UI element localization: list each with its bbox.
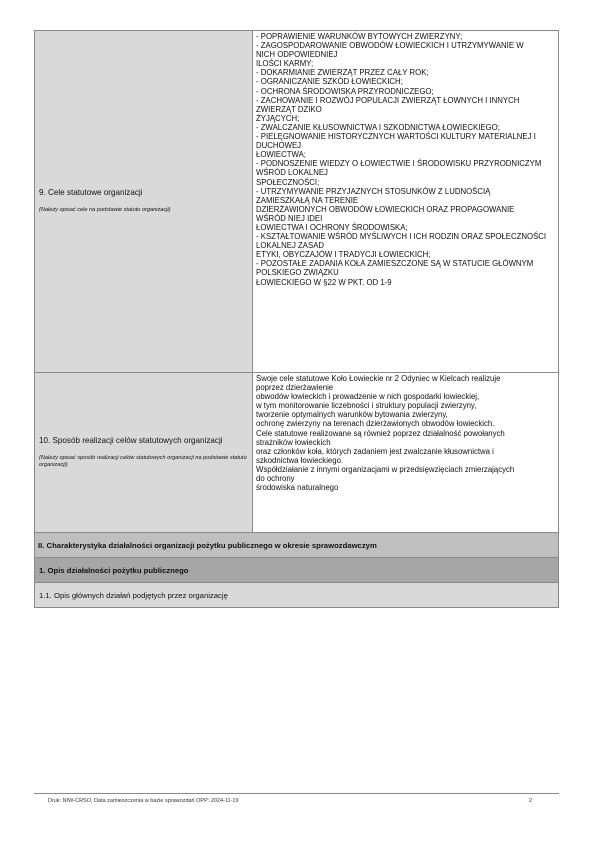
text-line: strażników łowieckich [256,437,331,447]
text-line: WŚRÓD NIEJ IDEI [256,213,323,223]
text-line: obwodów łowieckich i prowadzenie w nich gospodarki łowieckiej, [256,392,480,402]
text-line: - OGRANICZANIE SZKÓD ŁOWIECKICH; [256,77,403,87]
row-label: 9. Cele statutowe organizacji [39,188,143,198]
text-line: SPOŁECZNOŚCI; [256,177,320,187]
text-line: ETYKI, OBYCZAJÓW I TRADYCJI ŁOWIECKICH; [256,250,431,260]
text-line: - KSZTAŁTOWANIE WŚRÓD MYŚLIWYCH I ICH RODZIN ORAZ SPOŁECZNOŚCI [256,232,547,242]
text-line: - POZOSTAŁE ZADANIA KOŁA ZAMIESZCZONE SĄ W STATUCIE GŁÓWNYM [256,259,534,269]
text-line: NICH ODPOWIEDNIEJ [256,50,338,60]
text-line: - ZAGOSPODAROWANIE OBWODÓW ŁOWIECKICH I UTRZYMYWANIE W [256,41,524,51]
text-line: Cele statutowe realizowane są również poprzez działalność powołanych [256,428,505,438]
text-line: - POPRAWIENIE WARUNKÓW BYTOWYCH ZWIERZYNY; [256,32,463,41]
subsection-header: 1. Opis działalności pożytku publicznego [35,558,558,583]
text-line: ŻYJĄCYCH; [256,113,300,123]
row-statutory-goals [35,31,558,373]
row-label-cell [35,373,253,532]
text-line: WŚRÓD LOKALNEJ [256,168,328,178]
report-table [34,30,559,608]
page-number: 2 [529,798,533,804]
text-line: POLSKIEGO ZWIĄZKU [256,268,339,278]
text-line: ochronę zwierzyny na terenach dzierżawionych obwodów łowieckich. [256,419,495,429]
text-line: tworzenie optymalnych warunków bytowania zwierzyny, [256,410,448,420]
text-line: w tym monitorowanie liczebności i struktury populacji zwierzyny, [256,401,477,411]
text-line: - ZWALCZANIE KŁUSOWNICTWA I SZKODNICTWA ŁOWIECKIEGO; [256,122,500,132]
text-line: - OCHRONA ŚRODOWISKA PRZYRODNICZEGO; [256,86,434,96]
text-line: - ZACHOWANIE I ROZWÓJ POPULACJI ZWIERZĄT ŁOWNYCH I INNYCH [256,95,520,105]
text-line: LOKALNEJ ZASAD [256,241,325,251]
row-note: (Należy opisać sposób realizacji celów statutowych organizacji na podstawie statutu organizacji) [39,454,247,468]
text-line: - DOKARMIANIE ZWIERZĄT PRZEZ CAŁY ROK; [256,68,429,78]
footer-print-info: Druk: NIW-CRSO, Data zamieszczenia w bazie sprawozdań OPP: 2024-11-19 [48,798,239,804]
text-line: ŁOWIECKIEGO W §22 W PKT. OD 1-9 [256,277,392,287]
text-line: poprzez dzierżawienie [256,383,334,393]
text-line: Swoje cele statutowe Koło Łowieckie nr 2 Odyniec w Kielcach realizuje [256,374,501,383]
text-line: ZWIERZĄT DZIKO [256,104,322,114]
text-line: ZAMIESZKAŁĄ NA TERENIE [256,195,359,205]
row-note: (Należy opisać cele na podstawie statutu organizacji) [39,207,171,214]
statutory-goals-text [253,31,558,372]
section-header: II. Charakterystyka działalności organizacji pożytku publicznego w okresie sprawozdawczym [35,533,558,558]
subsection-item: 1.1. Opis głównych działań podjętych przez organizację [35,583,558,607]
text-line: ILOŚCI KARMY; [256,59,314,69]
row-label: 10. Sposób realizacji celów statutowych organizacji [39,435,223,445]
row-label-cell [35,31,253,372]
text-line: - PODNOSZENIE WIEDZY O ŁOWIECTWIE I ŚRODOWISKU PRZYRODNICZYM [256,159,542,169]
text-line: DUCHOWEJ [256,141,302,151]
footer-divider [34,793,559,794]
text-line: Współdziałanie z innymi organizacjami w przedsięwzięciach zmierzających [256,464,515,474]
text-line: - PIELĘGNOWANIE HISTORYCZNYCH WARTOŚCI KULTURY MATERIALNEJ I [256,132,536,142]
text-line: ŁOWIECTWA I OCHRONY ŚRODOWISKA; [256,222,408,232]
text-line: DZIERŻAWIONYCH OBWODÓW ŁOWIECKICH ORAZ PROPAGOWANIE [256,204,515,214]
text-line: do ochrony [256,474,295,484]
text-line: - UTRZYMYWANIE PRZYJAZNYCH STOSUNKÓW Z LUDNOŚCIĄ [256,186,491,196]
goal-implementation-text [253,373,558,532]
row-goal-implementation [35,373,558,533]
text-line: środowiska naturalnego [256,483,339,493]
text-line: ŁOWIECTWA; [256,150,306,160]
text-line: szkodnictwa łowieckiego. [256,455,344,465]
text-line: oraz członków koła, których zadaniem jest zwalczanie kłusownictwa i [256,446,494,456]
